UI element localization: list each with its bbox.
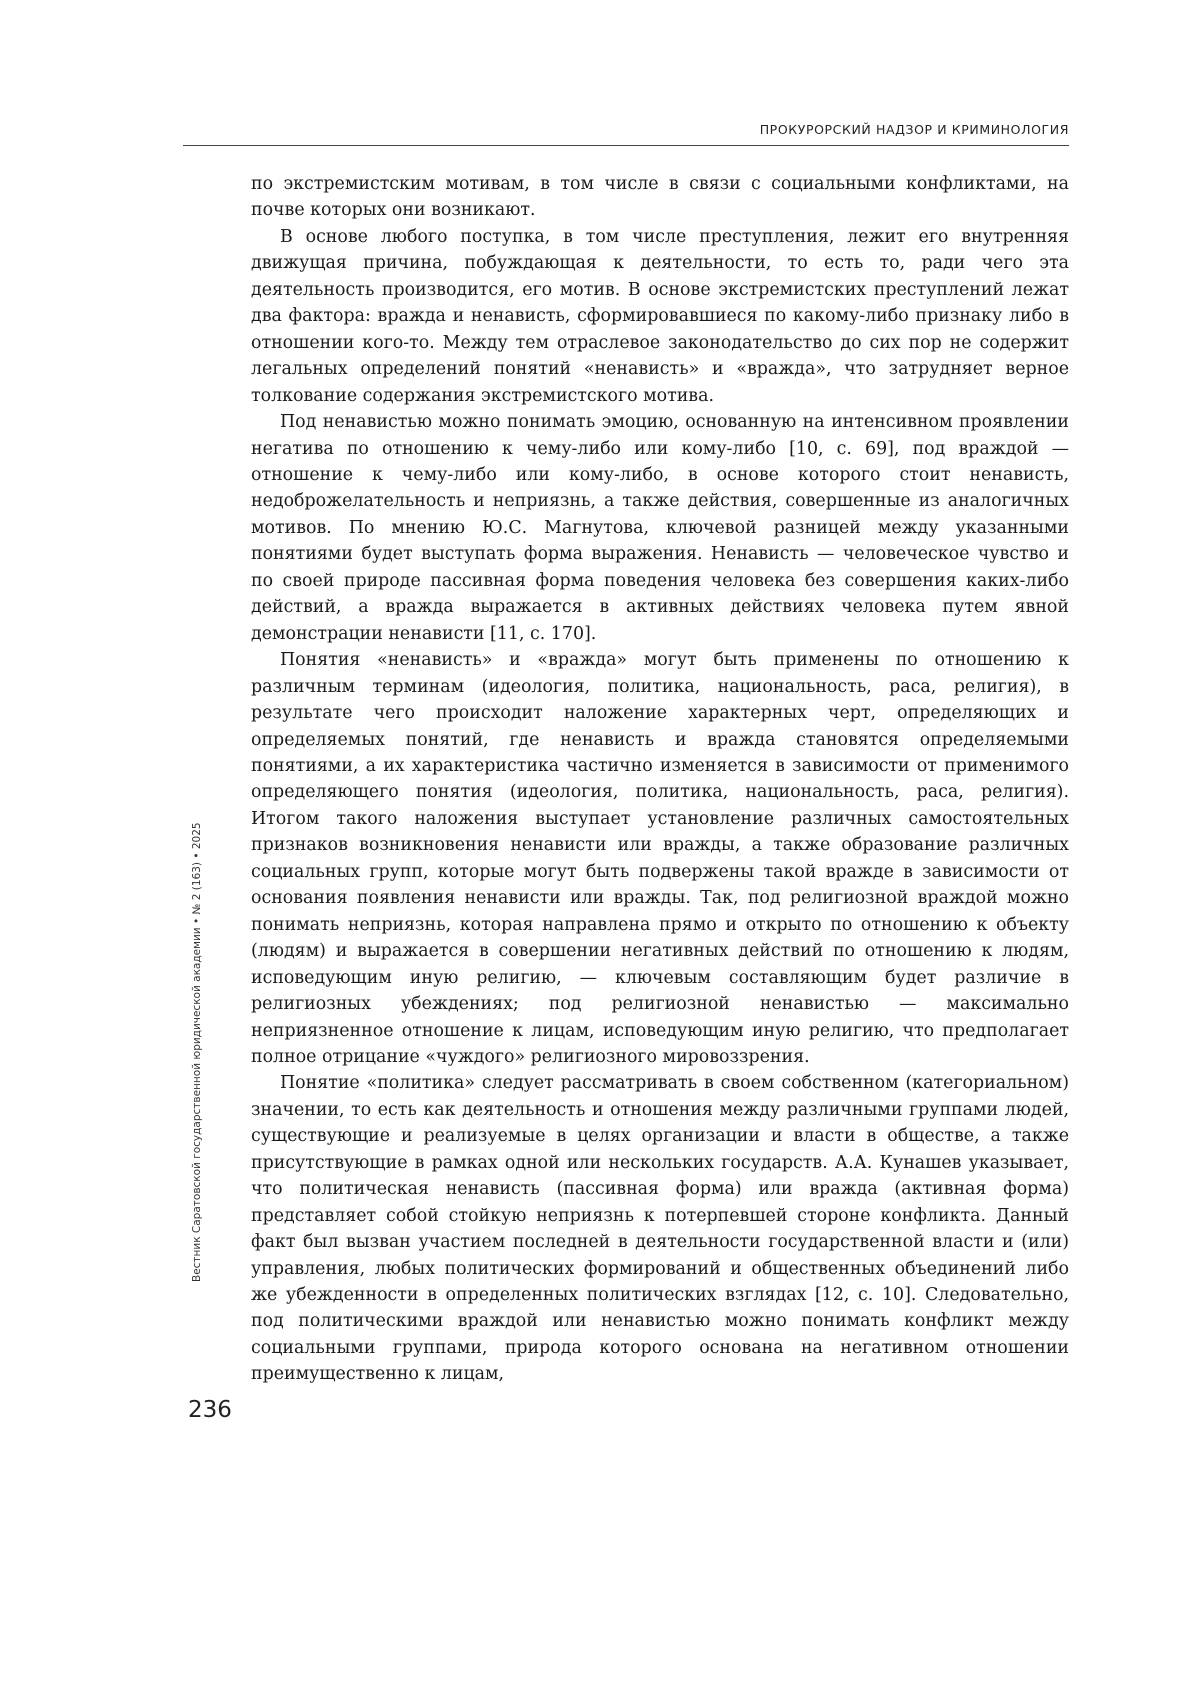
- page-number: 236: [188, 1397, 232, 1423]
- paragraph: Понятия «ненависть» и «вражда» могут быть применены по отношению к различным терминам (идеология, политика, национальность, раса, религия), в результате чего происходит наложение характерных черт, определяющих и определяемых понятий, где ненависть и вражда становятся определяемыми понятиями, а их характеристика частично изменяется в зависимости от при­менимого определяющего понятия (идеология, политика, национальность, раса, религия). Итогом такого наложения выступает установление различных самостоятельных признаков возникновения ненависти или вражды, а также образование различных социальных групп, которые могут быть подвержены такой вражде в зависимости от основания появления ненависти или вражды. Так, под религиозной враждой можно понимать неприязнь, которая направлена прямо и открыто по отношению к объекту (людям) и выражается в совершении негативных действий по отношению к людям, исповедующим иную религию, — ключевым составляющим будет различие в религиозных убеждениях; под религиозной ненавистью — максимально неприязненное отношение к лицам, исповедующим иную религию, что предполагает полное отрицание «чуждого» религиозного мировоззрения.: [251, 647, 1069, 1070]
- journal-side-caption: Вестник Саратовской государственной юридической академии • № 2 (163) • 2025: [191, 822, 203, 1282]
- paragraph: Понятие «политика» следует рассматривать в своем собственном (категори­альном) значении, то есть как деятельность и отношения между различными группами людей, существующие и реализуемые в целях организации и власти в обществе, а также присутствующие в рамках одной или нескольких государств. А.А. Кунашев указывает, что политическая ненависть (пассивная форма) или вражда (активная форма) представляет собой стойкую неприязнь к потерпевшей стороне конфликта. Данный факт был вызван участием последней в деятельно­сти государственной власти и (или) управления, любых политических форми­рований и общественных объединений либо же убежденности в определенных политических взглядах [12, с. 10]. Следовательно, под политическими враждой или ненавистью можно понимать конфликт между социальными группами, при­рода которого основана на негативном отношении преимущественно к лицам,: [251, 1070, 1069, 1387]
- paragraph: по экстремистским мотивам, в том числе в связи с социальными конфликтами, на почве которых они возникают.: [251, 171, 1069, 224]
- header-divider: [183, 145, 1069, 146]
- paragraph: В основе любого поступка, в том числе преступления, лежит его внутренняя движущая причина, побуждающая к деятельности, то есть то, ради чего эта деятельность производится, его мотив. В основе экстремистских преступлений лежат два фактора: вражда и ненависть, сформировавшиеся по какому-либо при­знаку либо в отношении кого-то. Между тем отраслевое законодательство до сих пор не содержит легальных определений понятий «ненависть» и «вражда», что затрудняет верное толкование содержания экстремистского мотива.: [251, 224, 1069, 409]
- running-head: ПРОКУРОРСКИЙ НАДЗОР И КРИМИНОЛОГИЯ: [183, 122, 1069, 137]
- article-body: [251, 171, 1069, 1388]
- paragraph: Под ненавистью можно понимать эмоцию, основанную на интенсивном проявлении негатива по отношению к чему-либо или кому-либо [10, с. 69], под враждой — отношение к чему-либо или кому-либо, в основе которого стоит не­нависть, недоброжелательность и неприязнь, а также действия, совершенные из аналогичных мотивов. По мнению Ю.С. Магнутова, ключевой разницей между указанными понятиями будет выступать форма выражения. Ненависть — чело­веческое чувство и по своей природе пассивная форма поведения человека без совершения каких-либо действий, а вражда выражается в активных действиях человека путем явной демонстрации ненависти [11, с. 170].: [251, 409, 1069, 647]
